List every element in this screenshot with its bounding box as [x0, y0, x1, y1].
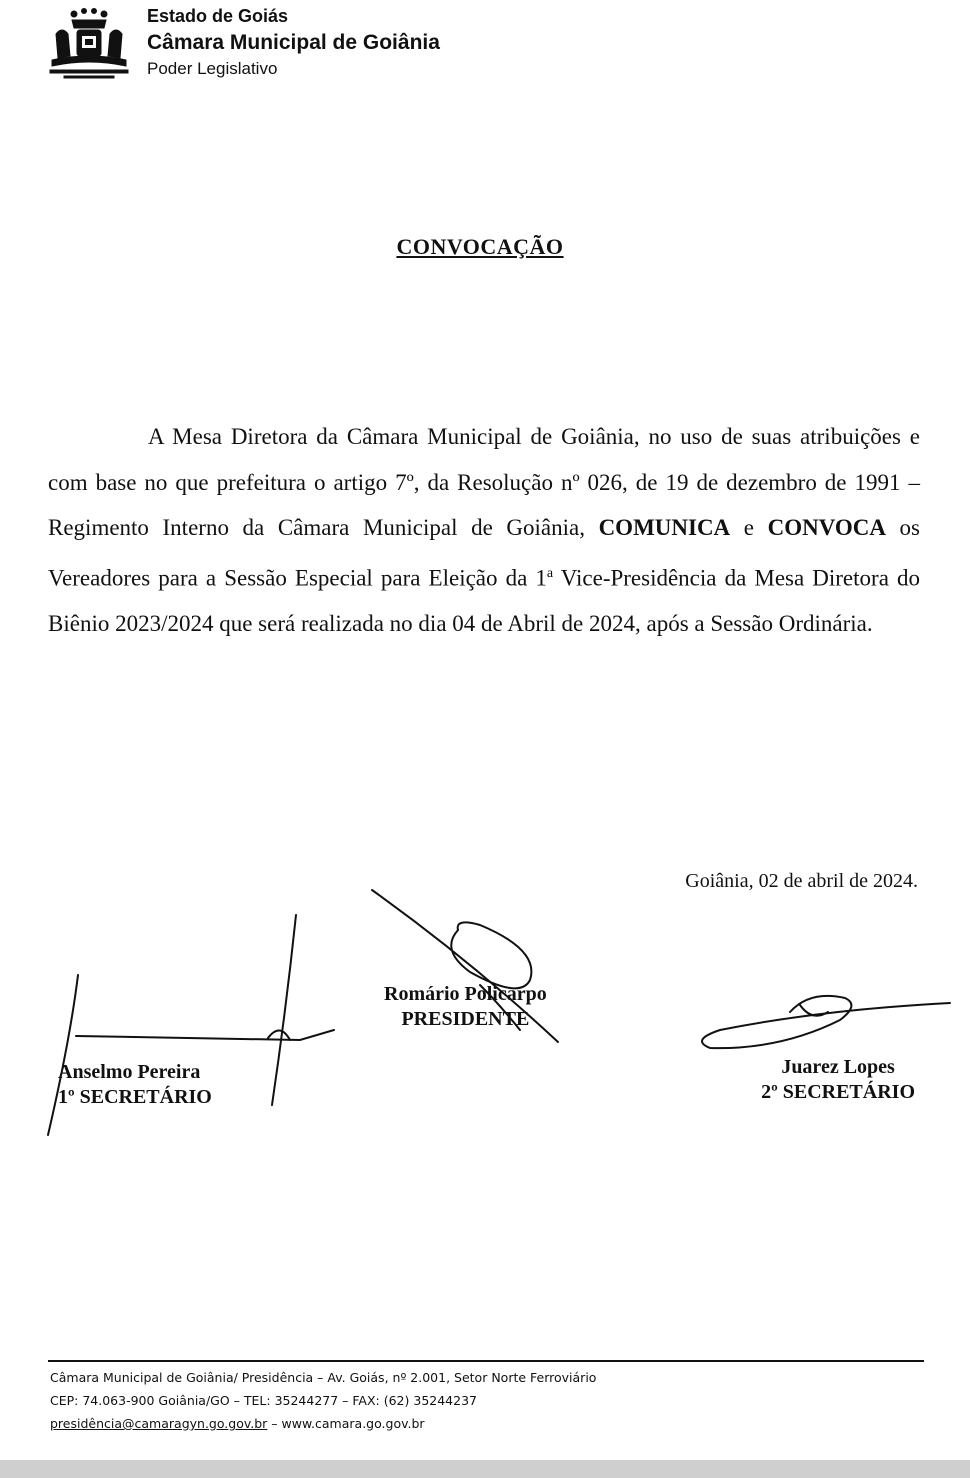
- paragraph-middle: os Vereadores para a Sessão Especial para Eleição da 1: [48, 515, 921, 591]
- footer-email-link[interactable]: presidência@camaragyn.go.gov.br: [50, 1416, 268, 1431]
- scan-bottom-edge: [0, 1460, 970, 1478]
- ordinal-marker: a: [546, 565, 554, 581]
- date-line: Goiânia, 02 de abril de 2024.: [685, 870, 918, 892]
- second-secretary-role: 2º SECRETÁRIO: [761, 1081, 915, 1103]
- keyword-convoca: CONVOCA: [767, 515, 886, 540]
- signature-second-secretary-stroke: [800, 1005, 828, 1016]
- document-title: CONVOCAÇÃO: [396, 234, 564, 259]
- signature-president-stroke: [451, 922, 531, 988]
- signature-second-secretary: [761, 1055, 915, 1105]
- city-coat-of-arms-icon: [44, 6, 134, 82]
- first-secretary-name: Anselmo Pereira: [58, 1061, 201, 1083]
- letterhead: [147, 6, 440, 79]
- paragraph-lead: A Mesa Diretora da Câmara Municipal de Goiânia, no uso de suas atribuições e com base no que prefeitura o artigo 7º, da Resolução nº 026, de 19 de dezembro de 1991 – Regimento Interno da Câmara Municipal de Goiânia,: [48, 424, 920, 540]
- paragraph-tail: Vice-Presidência da Mesa Diretora do Biênio 2023/2024 que será realizada no dia 04 de Abril de 2024, após a Sessão Ordinária.: [48, 565, 920, 636]
- signature-first-secretary-stroke: [268, 1030, 290, 1040]
- signature-president: [384, 982, 547, 1032]
- convocation-paragraph: [48, 414, 920, 646]
- first-secretary-role: 1º SECRETÁRIO: [58, 1086, 212, 1108]
- footer: [50, 1366, 596, 1435]
- footer-address: Câmara Municipal de Goiânia/ Presidência – Av. Goiás, nº 2.001, Setor Norte Ferroviário: [50, 1370, 597, 1385]
- footer-divider: [48, 1360, 924, 1362]
- signature-first-secretary-stroke: [272, 915, 296, 1105]
- signature-first-secretary-stroke: [48, 975, 78, 1135]
- footer-separator: –: [267, 1416, 282, 1431]
- signature-first-secretary: [58, 1060, 212, 1110]
- document-body: [48, 414, 920, 646]
- president-name: Romário Policarpo: [384, 983, 547, 1005]
- keyword-comunica: COMUNICA: [598, 515, 731, 540]
- second-secretary-name: Juarez Lopes: [781, 1056, 895, 1078]
- signature-first-secretary-stroke: [76, 1030, 334, 1040]
- footer-contact: CEP: 74.063-900 Goiânia/GO – TEL: 35244277 – FAX: (62) 35244237: [50, 1393, 477, 1408]
- chamber-name: Câmara Municipal de Goiânia: [147, 30, 440, 54]
- footer-website-link[interactable]: www.camara.go.gov.br: [281, 1416, 425, 1431]
- conjunction: e: [730, 515, 768, 540]
- branch-name: Poder Legislativo: [147, 58, 278, 78]
- state-name: Estado de Goiás: [147, 6, 289, 26]
- president-role: PRESIDENTE: [401, 1008, 530, 1030]
- signature-second-secretary-stroke: [702, 996, 950, 1048]
- footer-links: [50, 1412, 596, 1435]
